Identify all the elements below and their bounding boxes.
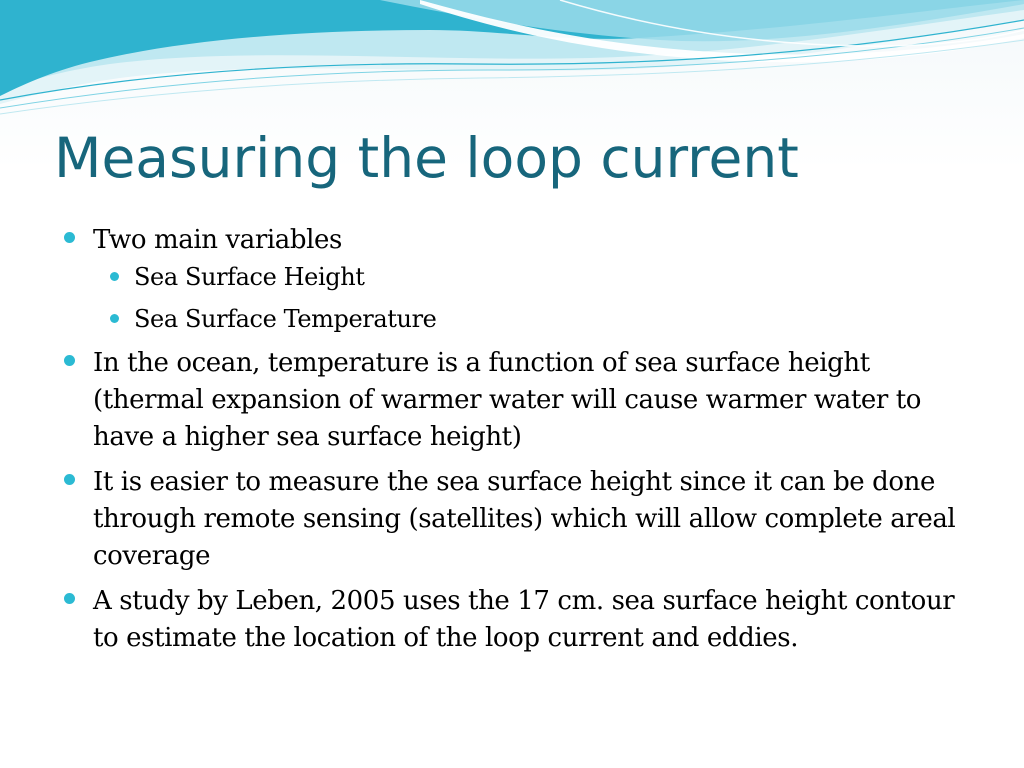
sub-bullet-dot-icon xyxy=(110,272,119,281)
sub-bullet-text: Sea Surface Height xyxy=(134,263,365,291)
bullet-dot-icon xyxy=(64,593,75,604)
bullet-text: It is easier to measure the sea surface height since it can be done through remote sensing (satellites) which will allow complete areal coverage xyxy=(93,467,956,571)
bullet-dot-icon xyxy=(64,232,75,243)
bullet-item xyxy=(64,464,974,575)
bullet-item xyxy=(64,345,974,456)
slide-content xyxy=(64,222,974,665)
wave-header-decoration xyxy=(0,0,1024,130)
sub-bullet-list xyxy=(93,261,974,336)
sub-bullet-item xyxy=(93,261,974,294)
bullet-item xyxy=(64,583,974,657)
sub-bullet-item xyxy=(93,303,974,336)
sub-bullet-dot-icon xyxy=(110,314,119,323)
sub-bullet-text: Sea Surface Temperature xyxy=(134,305,437,333)
bullet-dot-icon xyxy=(64,474,75,485)
bullet-list xyxy=(64,222,974,657)
bullet-text: A study by Leben, 2005 uses the 17 cm. sea surface height contour to estimate the location of the loop current and eddies. xyxy=(93,586,955,653)
bullet-text: Two main variables xyxy=(93,225,342,255)
bullet-dot-icon xyxy=(64,355,75,366)
slide-title: Measuring the loop current xyxy=(54,126,799,190)
bullet-text: In the ocean, temperature is a function of sea surface height (thermal expansion of warmer water will cause warmer water to have a higher sea surface height) xyxy=(93,348,922,452)
bullet-item xyxy=(64,222,974,336)
